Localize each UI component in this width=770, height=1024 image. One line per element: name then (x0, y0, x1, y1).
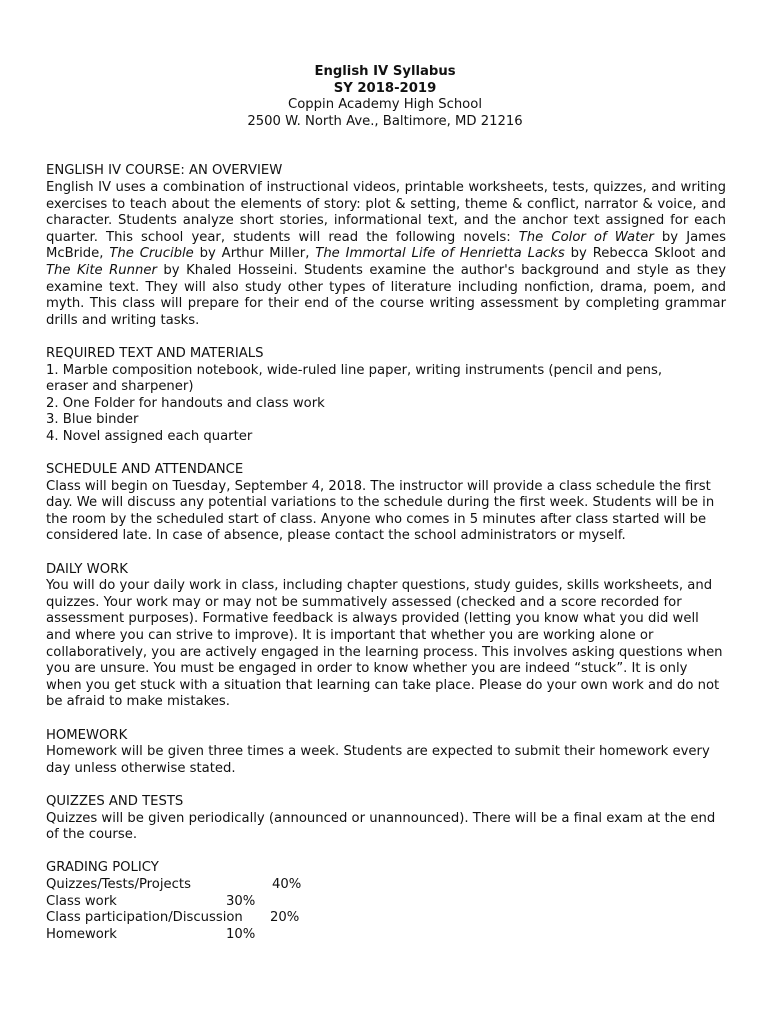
grading-label: Class work (46, 893, 117, 909)
syllabus-page (46, 64, 735, 943)
grading-row (46, 927, 726, 944)
overview-heading: ENGLISH IV COURSE: AN OVERVIEW (46, 163, 283, 179)
overview-text-4: by Rebecca Skloot and (564, 246, 735, 262)
materials-item: 1. Marble composition notebook, wide-ruled line paper, writing instruments (pencil and pens, eraser and sharpener) (46, 362, 663, 395)
quizzes-section (46, 794, 726, 844)
materials-heading: REQUIRED TEXT AND MATERIALS (46, 345, 264, 361)
grading-section (46, 860, 726, 943)
daily-work-section (46, 562, 726, 711)
quizzes-heading: QUIZZES AND TESTS (46, 793, 184, 809)
grading-percent: 20% (270, 910, 300, 926)
school-year: SY 2018-2019 (333, 80, 437, 96)
quizzes-body: Quizzes will be given periodically (announced or unannounced). There will be a final exam at the end of the course. (46, 810, 716, 843)
school-address: 2500 W. North Ave., Baltimore, MD 21216 (247, 113, 523, 129)
document-title: English IV Syllabus (314, 64, 456, 79)
document-header (44, 64, 726, 130)
overview-body (46, 179, 735, 329)
schedule-body: Class will begin on Tuesday, September 4, 2018. The instructor will provide a class schedule the first day. We will discuss any potential variations to the schedule during the first week. Students will be in the room by the scheduled start of class. Anyone who comes in 5 minutes after class started will be considered late. In case of absence, please contact the school administrators or myself. (46, 478, 715, 544)
materials-item: 3. Blue binder (46, 412, 139, 428)
overview-text-5: by Khaled Hosseini. Students examine the author's background and style as they examine text. They will also study other types of literature including nonfiction, drama, poem, and myth. This class will prepare for their end of the course writing assessment by completing grammar drills and writing tasks. (46, 262, 727, 328)
materials-item: 2. One Folder for handouts and class work (46, 395, 325, 411)
overview-text-2: by James McBride, (46, 229, 726, 262)
grading-percent: 10% (226, 926, 256, 942)
novel-title: The Immortal Life of Henrietta Lacks (315, 246, 565, 262)
grading-row (46, 894, 726, 911)
overview-text-1: English IV uses a combination of instructional videos, printable worksheets, tests, quizzes, and writing exercises to teach about the elements of story: plot & setting, theme & conflict, narrator & voice, and character. Students analyze short stories, informational text, and the anchor text assigned for each quarter. This school year, students will read the following novels: (46, 179, 726, 245)
materials-section (46, 346, 726, 446)
overview-text-3: by Arthur Miller, (193, 246, 316, 262)
novel-title: The Crucible (109, 246, 194, 262)
daily-work-heading: DAILY WORK (46, 561, 128, 577)
novel-title: The Color of Water (518, 229, 654, 245)
overview-section (46, 163, 735, 329)
schedule-heading: SCHEDULE AND ATTENDANCE (46, 462, 244, 478)
homework-body: Homework will be given three times a week. Students are expected to submit their homework every day unless otherwise stated. (46, 744, 710, 776)
schedule-section (46, 462, 726, 545)
grading-row (46, 910, 726, 927)
grading-percent: 40% (272, 876, 302, 892)
grading-label: Homework (46, 926, 117, 942)
grading-heading: GRADING POLICY (46, 860, 159, 876)
daily-work-body: You will do your daily work in class, including chapter questions, study guides, skills worksheets, and quizzes. Your work may or may not be summatively assessed (checked and a score recorded for assessment purposes). Formative feedback is always provided (letting you know what you did well and where you can strive to improve). It is important that whether you are working alone or collaboratively, you are actively engaged in the learning process. This involves asking questions when you are unsure. You must be engaged in order to know whether you are indeed “stuck”. It is only when you get stuck with a situation that learning can take place. Please do your own work and do not be afraid to make mistakes. (46, 578, 723, 710)
grading-row (46, 877, 726, 894)
grading-label: Quizzes/Tests/Projects (46, 876, 191, 892)
grading-label: Class participation/Discussion (46, 910, 243, 926)
school-name: Coppin Academy High School (288, 97, 482, 113)
grading-percent: 30% (226, 893, 256, 909)
homework-section (46, 728, 726, 778)
homework-heading: HOMEWORK (46, 727, 128, 743)
materials-item: 4. Novel assigned each quarter (46, 428, 253, 444)
novel-title: The Kite Runner (46, 262, 157, 278)
